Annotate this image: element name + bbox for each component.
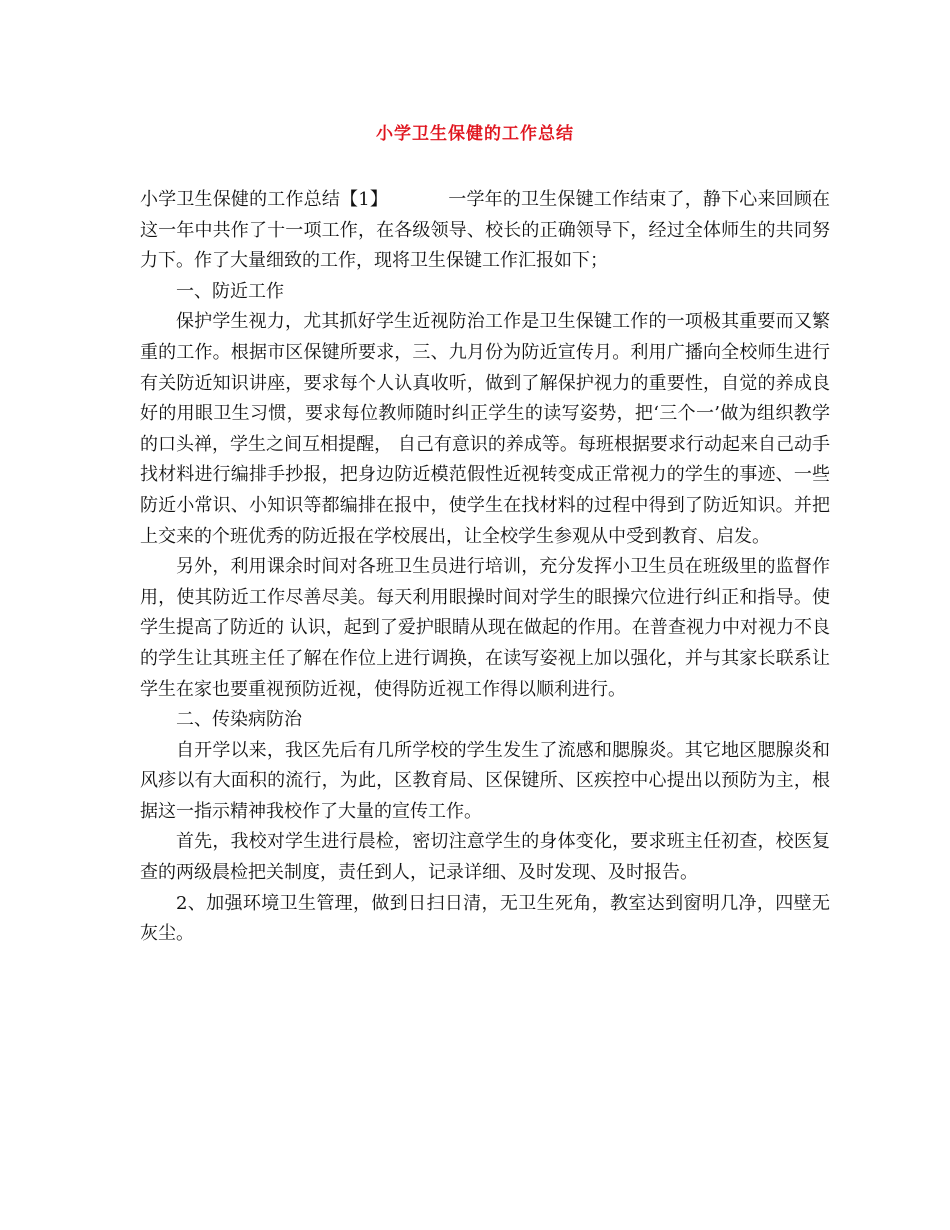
paragraph-disease-outbreak: 自开学以来，我区先后有几所学校的学生发生了流感和腮腺炎。其它地区腮腺炎和风疹以有大面积的流行，为此，区教育局、区保键所、区疾控中心提出以预防为主，根据这一指示精神我校作了大量的宣传工作。 [140, 739, 830, 822]
intro-paragraph [140, 185, 830, 277]
document-body [140, 185, 830, 950]
intro-heading: 小学卫生保健的工作总结【1】 [140, 189, 389, 210]
section-heading-myopia: 一、防近工作 [176, 280, 284, 302]
page-title: 小学卫生保健的工作总结 [376, 124, 574, 144]
intro-text: 一学年的卫生保键工作结束了，静下心来回顾在这一年中共作了十一项工作，在各级领导、校长的正确领导下，经过全体师生的共同努力下。作了大量细致的工作，现将卫生保键工作汇报如下； [140, 189, 831, 272]
paragraph-health-monitors: 另外，利用课余时间对各班卫生员进行培训，充分发挥小卫生员在班级里的监督作用，使其防近工作尽善尽美。每天利用眼操时间对学生的眼操穴位进行纠正和指导。使学生提高了防近的 认识，起到了爱护眼睛从现在做起的作用。在普查视力中对视力不良的学生让其班主任了解在作位上进行调换，在读写姿视上加以强化，并与其家长联系让学生在家也要重视预防近视，使得防近视工作得以顺利进行。 [140, 556, 830, 700]
paragraph-vision-protection: 保护学生视力，尤其抓好学生近视防治工作是卫生保键工作的一项极其重要而又繁重的工作。根据市区保键所要求，三、九月份为防近宣传月。利用广播向全校师生进行有关防近知识讲座，要求每个人认真收听，做到了解保护视力的重要性，自觉的养成良好的用眼卫生习惯，要求每位教师随时纠正学生的读写姿势，把‘三个一’做为组织教学的口头禅，学生之间互相提醒， 自己有意识的养成等。每班根据要求行动起来自己动手找材料进行编排手抄报，把身边防近模范假性近视转变成正常视力的学生的事迹、一些防近小常识、小知识等都编排在报中，使学生在找材料的过程中得到了防近知识。并把上交来的个班优秀的防近报在学校展出，让全校学生参观从中受到教育、启发。 [140, 311, 830, 547]
section-heading-infectious-disease: 二、传染病防治 [176, 709, 302, 731]
paragraph-environment-hygiene: 2、加强环境卫生管理，做到日扫日清，无卫生死角，教室达到窗明几净，四壁无灰尘。 [140, 892, 830, 945]
paragraph-morning-check: 首先，我校对学生进行晨检，密切注意学生的身体变化，要求班主任初查，校医复查的两级晨检把关制度，责任到人，记录详细、及时发现、及时报告。 [140, 831, 830, 884]
